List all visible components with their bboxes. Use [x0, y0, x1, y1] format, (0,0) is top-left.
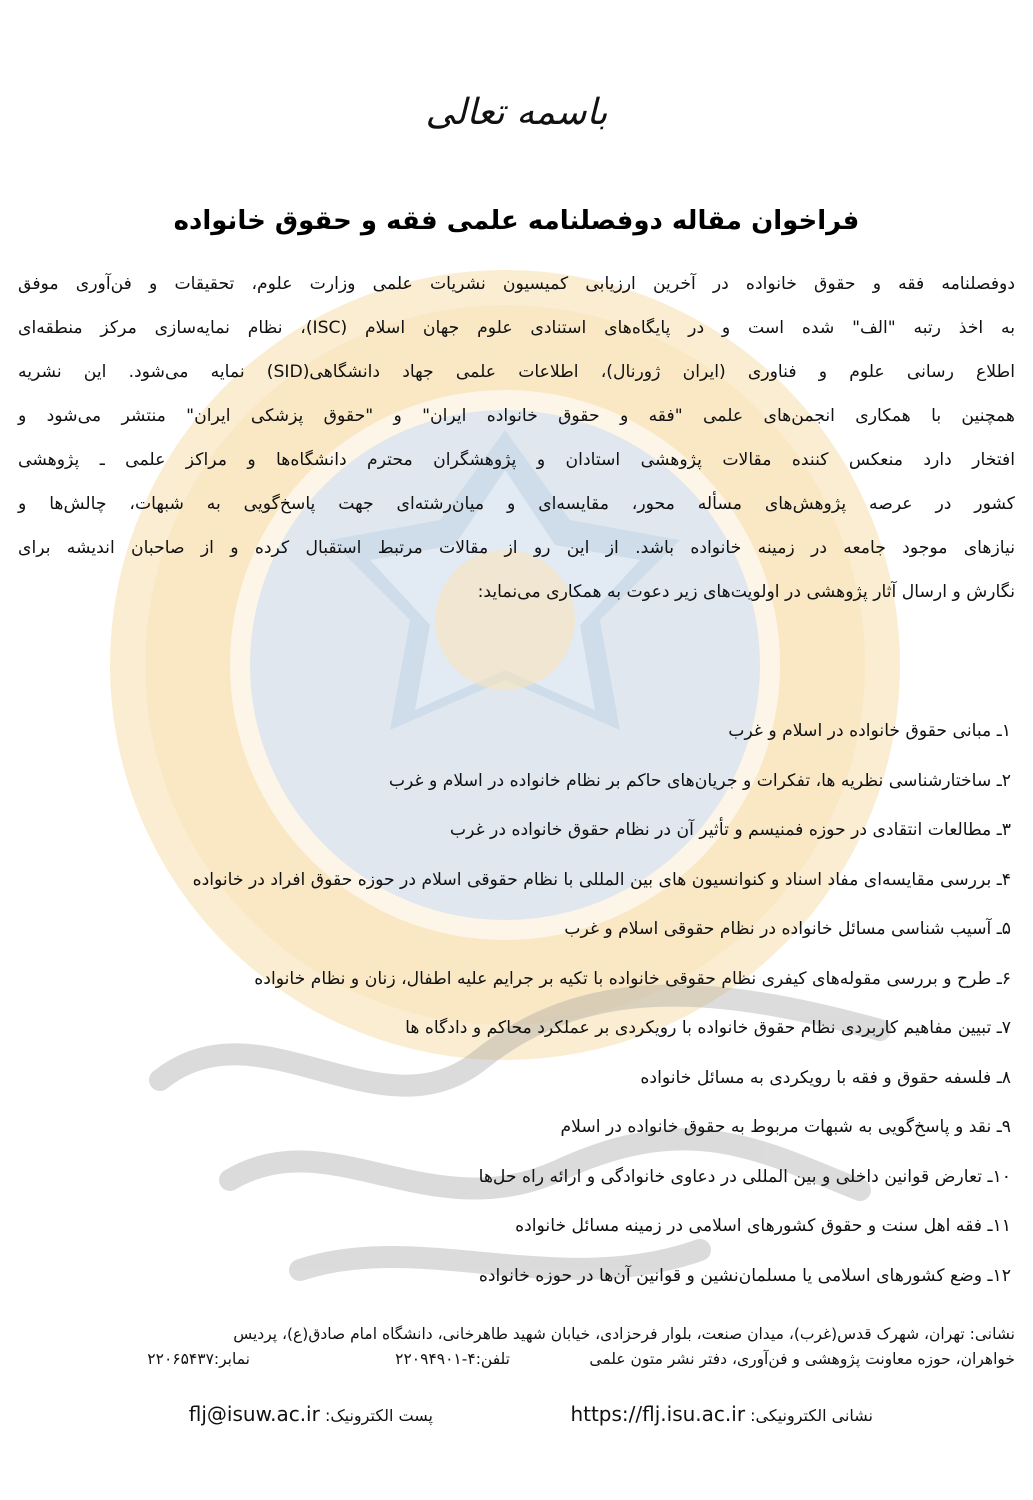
- intro-line: همچنین با همکاری انجمن‌های علمی "فقه و حقوق خانواده ایران" و "حقوق پزشکی ایران" منتشر می‌شود و: [18, 406, 1015, 426]
- intro-paragraph: [18, 262, 1015, 614]
- list-item: ۳ـ مطالعات انتقادی در حوزه فمنیسم و تأثیر آن در نظام حقوق خانواده در غرب: [449, 820, 1011, 840]
- intro-line: افتخار دارد منعکس کننده مقالات پژوهشی استادان و پژوهشگران محترم دانشگاه‌ها و مراکز علمی ـ پژوهشی: [18, 450, 1015, 470]
- list-item: ۱۰ـ تعارض قوانین داخلی و بین المللی در دعاوی خانوادگی و ارائه راه حل‌ها: [478, 1166, 1011, 1187]
- list-item: ۱ـ مبانی حقوق خانواده در اسلام و غرب: [728, 721, 1011, 741]
- phone-number: تلفن:۴-۲۲۰۹۴۹۰۱: [395, 1350, 510, 1368]
- email-contact: [189, 1402, 433, 1426]
- email-link[interactable]: flj@isuw.ac.ir: [188, 1402, 320, 1426]
- list-item: ۱۲ـ وضع کشورهای اسلامی یا مسلمان‌نشین و قوانین آن‌ها در حوزه خانواده: [478, 1265, 1011, 1286]
- website-link[interactable]: https://flj.isu.ac.ir: [570, 1402, 746, 1426]
- page-title: فراخوان مقاله دوفصلنامه علمی فقه و حقوق خانواده: [173, 206, 860, 236]
- list-item: ۱۱ـ فقه اهل سنت و حقوق کشورهای اسلامی در زمینه مسائل خانواده: [515, 1216, 1011, 1236]
- website-contact: [570, 1402, 873, 1426]
- intro-line: کشور در عرصه پژوهش‌های مسأله محور، مقایسه‌ای و میان‌رشته‌ای جهت پاسخ‌گویی به شبهات، چالش‌ها و: [18, 494, 1015, 514]
- website-label: نشانی الکترونیکی:: [750, 1406, 873, 1425]
- postal-address: [15, 1322, 1015, 1372]
- address-line-2-text: خواهران، حوزه معاونت پژوهشی و فن‌آوری، دفتر نشر متون علمی: [589, 1350, 1015, 1368]
- list-item: ۲ـ ساختارشناسی نظریه ها، تفکرات و جریان‌های حاکم بر نظام خانواده در اسلام و غرب: [388, 770, 1011, 791]
- list-item: ۴ـ بررسی مقایسه‌ای مفاد اسناد و کنوانسیون های بین المللی با نظام حقوقی اسلام در حوزه حقوق افراد در خانواده: [192, 869, 1011, 890]
- invocation-heading: باسمه تعالی: [425, 92, 608, 133]
- intro-line: به اخذ رتبه "الف" شده است و در پایگاه‌های استنادی علوم جهان اسلام (ISC)، نظام نمایه‌سازی مرکز منطقه‌ای: [18, 318, 1015, 338]
- list-item: ۹ـ نقد و پاسخ‌گویی به شبهات مربوط به حقوق خانواده در اسلام: [560, 1117, 1011, 1137]
- intro-line: نگارش و ارسال آثار پژوهشی در اولویت‌های زیر دعوت به همکاری می‌نماید:: [477, 582, 1015, 602]
- list-item: ۵ـ آسیب شناسی مسائل خانواده در نظام حقوقی اسلام و غرب: [564, 919, 1011, 939]
- intro-line: نیازهای موجود جامعه در زمینه خانواده باشد. از این رو از مقالات مرتبط استقبال کرده و از صاحبان اندیشه برای: [18, 538, 1015, 558]
- email-label: پست الکترونیک:: [324, 1406, 433, 1425]
- address-line-2: [15, 1347, 1015, 1372]
- contact-row: [0, 1402, 1033, 1442]
- intro-line: دوفصلنامه فقه و حقوق خانواده در آخرین ارزیابی کمیسیون نشریات علمی وزارت علوم، تحقیقات و فن‌آوری موفق: [18, 274, 1015, 294]
- fax-number: نمابر:۲۲۰۶۵۴۳۷: [147, 1350, 250, 1368]
- intro-line: اطلاع رسانی علوم و فناوری (ایران ژورنال)، اطلاعات علمی جهاد دانشگاهی(SID) نمایه می‌شود. این نشریه: [18, 362, 1015, 382]
- list-item: ۶ـ طرح و بررسی مقوله‌های کیفری نظام حقوقی خانواده با تکیه بر جرایم علیه اطفال، زنان و نظام خانواده: [254, 968, 1011, 989]
- list-item: ۷ـ تبیین مفاهیم کاربردی نظام حقوق خانواده با رویکردی بر عملکرد محاکم و دادگاه ها: [405, 1018, 1011, 1038]
- list-item: ۸ـ فلسفه حقوق و فقه با رویکردی به مسائل خانواده: [640, 1067, 1011, 1088]
- priority-topics-list: [11, 707, 1011, 1301]
- address-line-1: نشانی: تهران، شهرک قدس(غرب)، میدان صنعت، بلوار فرحزادی، خیابان شهید طاهرخانی، دانشگاه امام صادق(ع)، پردیس: [233, 1325, 1015, 1343]
